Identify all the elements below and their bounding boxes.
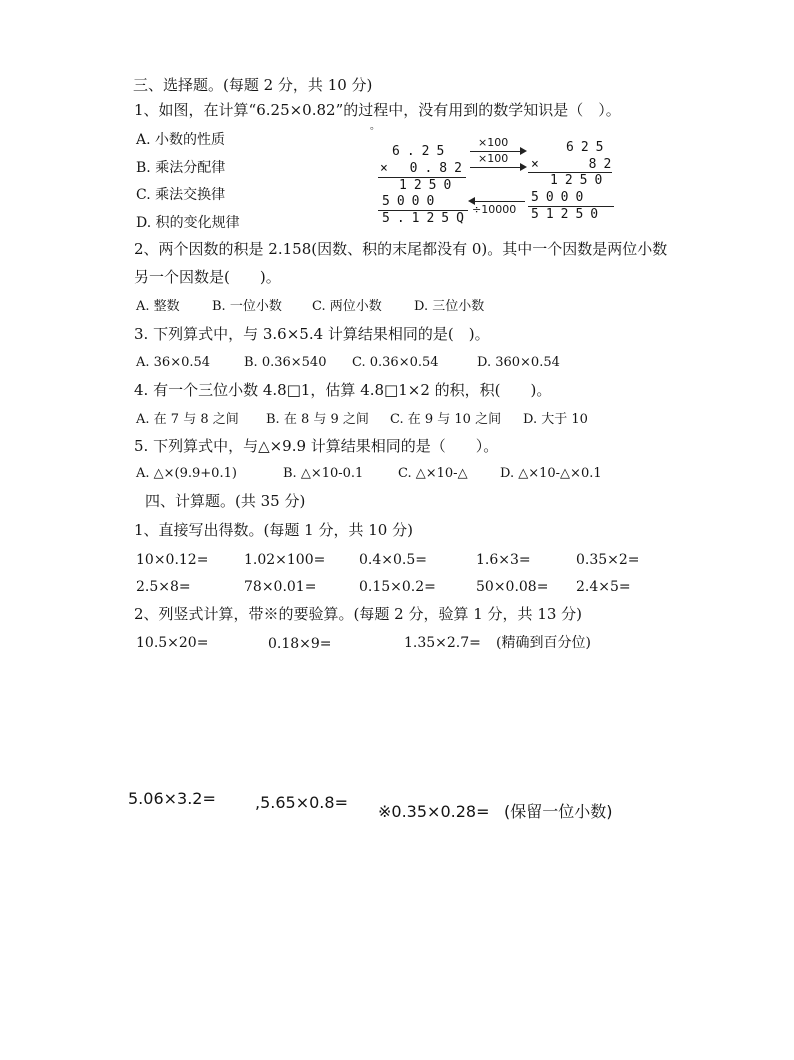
- arrow-mid-label: ×100: [478, 152, 509, 165]
- q3-option-d: D. 360×0.54: [477, 355, 560, 370]
- q4-option-a: A. 在 7 与 8 之间: [136, 412, 239, 427]
- direct-calc-r1c2: 1.02×100=: [244, 552, 326, 568]
- part2-title: 2、列竖式计算，带※的要验算。(每题 2 分，验算 1 分，共 13 分): [134, 605, 583, 623]
- arrow-bottom-label: ÷10000: [472, 203, 517, 216]
- calc-left-row5: 5.125Q: [382, 211, 471, 226]
- calc-right-row4: 5000: [531, 190, 591, 205]
- calc-left-row1: 6.25: [392, 144, 452, 159]
- direct-calc-r2c3: 0.15×0.2=: [359, 579, 436, 595]
- vertical-calc-2: 0.18×9=: [268, 636, 332, 652]
- arrow-mid: [470, 167, 525, 168]
- q2-stem-line1: 2、两个因数的积是 2.158(因数、积的末尾都没有 0)。其中一个因数是两位小数: [134, 240, 668, 258]
- calc-right-row1: 625: [566, 140, 611, 155]
- q1-option-a: A. 小数的性质: [136, 132, 226, 148]
- q3-option-c: C. 0.36×0.54: [352, 355, 439, 370]
- q5-option-d: D. △×10-△×0.1: [500, 466, 602, 481]
- vertical-calc-3: 1.35×2.7=: [404, 635, 481, 651]
- q2-option-b: B. 一位小数: [212, 299, 282, 314]
- q3-option-b: B. 0.36×540: [244, 355, 327, 370]
- calc-left-row3: 1250: [399, 178, 459, 193]
- q5-stem: 5. 下列算式中，与△×9.9 计算结果相同的是（ ）。: [134, 437, 499, 455]
- q5-option-c: C. △×10-△: [398, 466, 468, 481]
- calc-right-row5: 51250: [531, 207, 606, 222]
- direct-calc-r2c4: 50×0.08=: [476, 579, 549, 595]
- q5-option-a: A. △×(9.9+0.1): [136, 466, 237, 481]
- direct-calc-r1c4: 1.6×3=: [476, 552, 531, 568]
- direct-calc-r1c1: 10×0.12=: [136, 552, 209, 568]
- direct-calc-r1c3: 0.4×0.5=: [359, 552, 427, 568]
- vertical-calc-5: ,5.65×0.8=: [255, 793, 348, 812]
- q3-stem: 3. 下列算式中，与 3.6×5.4 计算结果相同的是( )。: [134, 325, 490, 343]
- q3-option-a: A. 36×0.54: [136, 355, 211, 370]
- vertical-calc-3-note: (精确到百分位): [496, 635, 591, 651]
- direct-calc-r2c2: 78×0.01=: [244, 579, 317, 595]
- q1-option-d: D. 积的变化规律: [136, 215, 240, 231]
- calc-left-row2: × 0.82: [380, 161, 469, 176]
- calc-left-row4: 5000: [382, 194, 442, 209]
- q1-dot: 。: [370, 121, 380, 132]
- q2-option-d: D. 三位小数: [414, 299, 485, 314]
- q4-stem: 4. 有一个三位小数 4.8□1，估算 4.8□1×2 的积，积( )。: [134, 381, 552, 399]
- q5-option-b: B. △×10-0.1: [283, 466, 364, 481]
- direct-calc-r1c5: 0.35×2=: [576, 552, 640, 568]
- q4-option-d: D. 大于 10: [523, 412, 588, 427]
- q1-option-b: B. 乘法分配律: [136, 160, 226, 176]
- calc-right-row3: 1250: [550, 173, 610, 188]
- vertical-calc-1: 10.5×20=: [136, 635, 209, 651]
- direct-calc-r2c5: 2.4×5=: [576, 579, 631, 595]
- q2-option-c: C. 两位小数: [312, 299, 382, 314]
- vertical-calc-4: 5.06×3.2=: [128, 789, 216, 808]
- vertical-calc-6-note: (保留一位小数): [504, 802, 613, 821]
- q1-stem: 1、如图，在计算“6.25×0.82”的过程中，没有用到的数学知识是（ ）。: [134, 101, 621, 119]
- arrow-top-label: ×100: [478, 136, 509, 149]
- q4-option-c: C. 在 9 与 10 之间: [390, 412, 502, 427]
- q4-option-b: B. 在 8 与 9 之间: [266, 412, 369, 427]
- q1-option-c: C. 乘法交换律: [136, 187, 226, 203]
- section-4-title: 四、计算题。(共 35 分): [145, 492, 306, 510]
- direct-calc-r2c1: 2.5×8=: [136, 579, 191, 595]
- vertical-calc-6: ※0.35×0.28=: [378, 802, 490, 821]
- part1-title: 1、直接写出得数。(每题 1 分，共 10 分): [134, 521, 413, 539]
- arrow-bottom: [470, 201, 525, 202]
- q2-option-a: A. 整数: [136, 299, 180, 314]
- calc-right-row2: × 82: [531, 157, 619, 172]
- q2-stem-line2: 另一个因数是( )。: [134, 268, 281, 286]
- section-3-title: 三、选择题。(每题 2 分，共 10 分): [133, 76, 373, 94]
